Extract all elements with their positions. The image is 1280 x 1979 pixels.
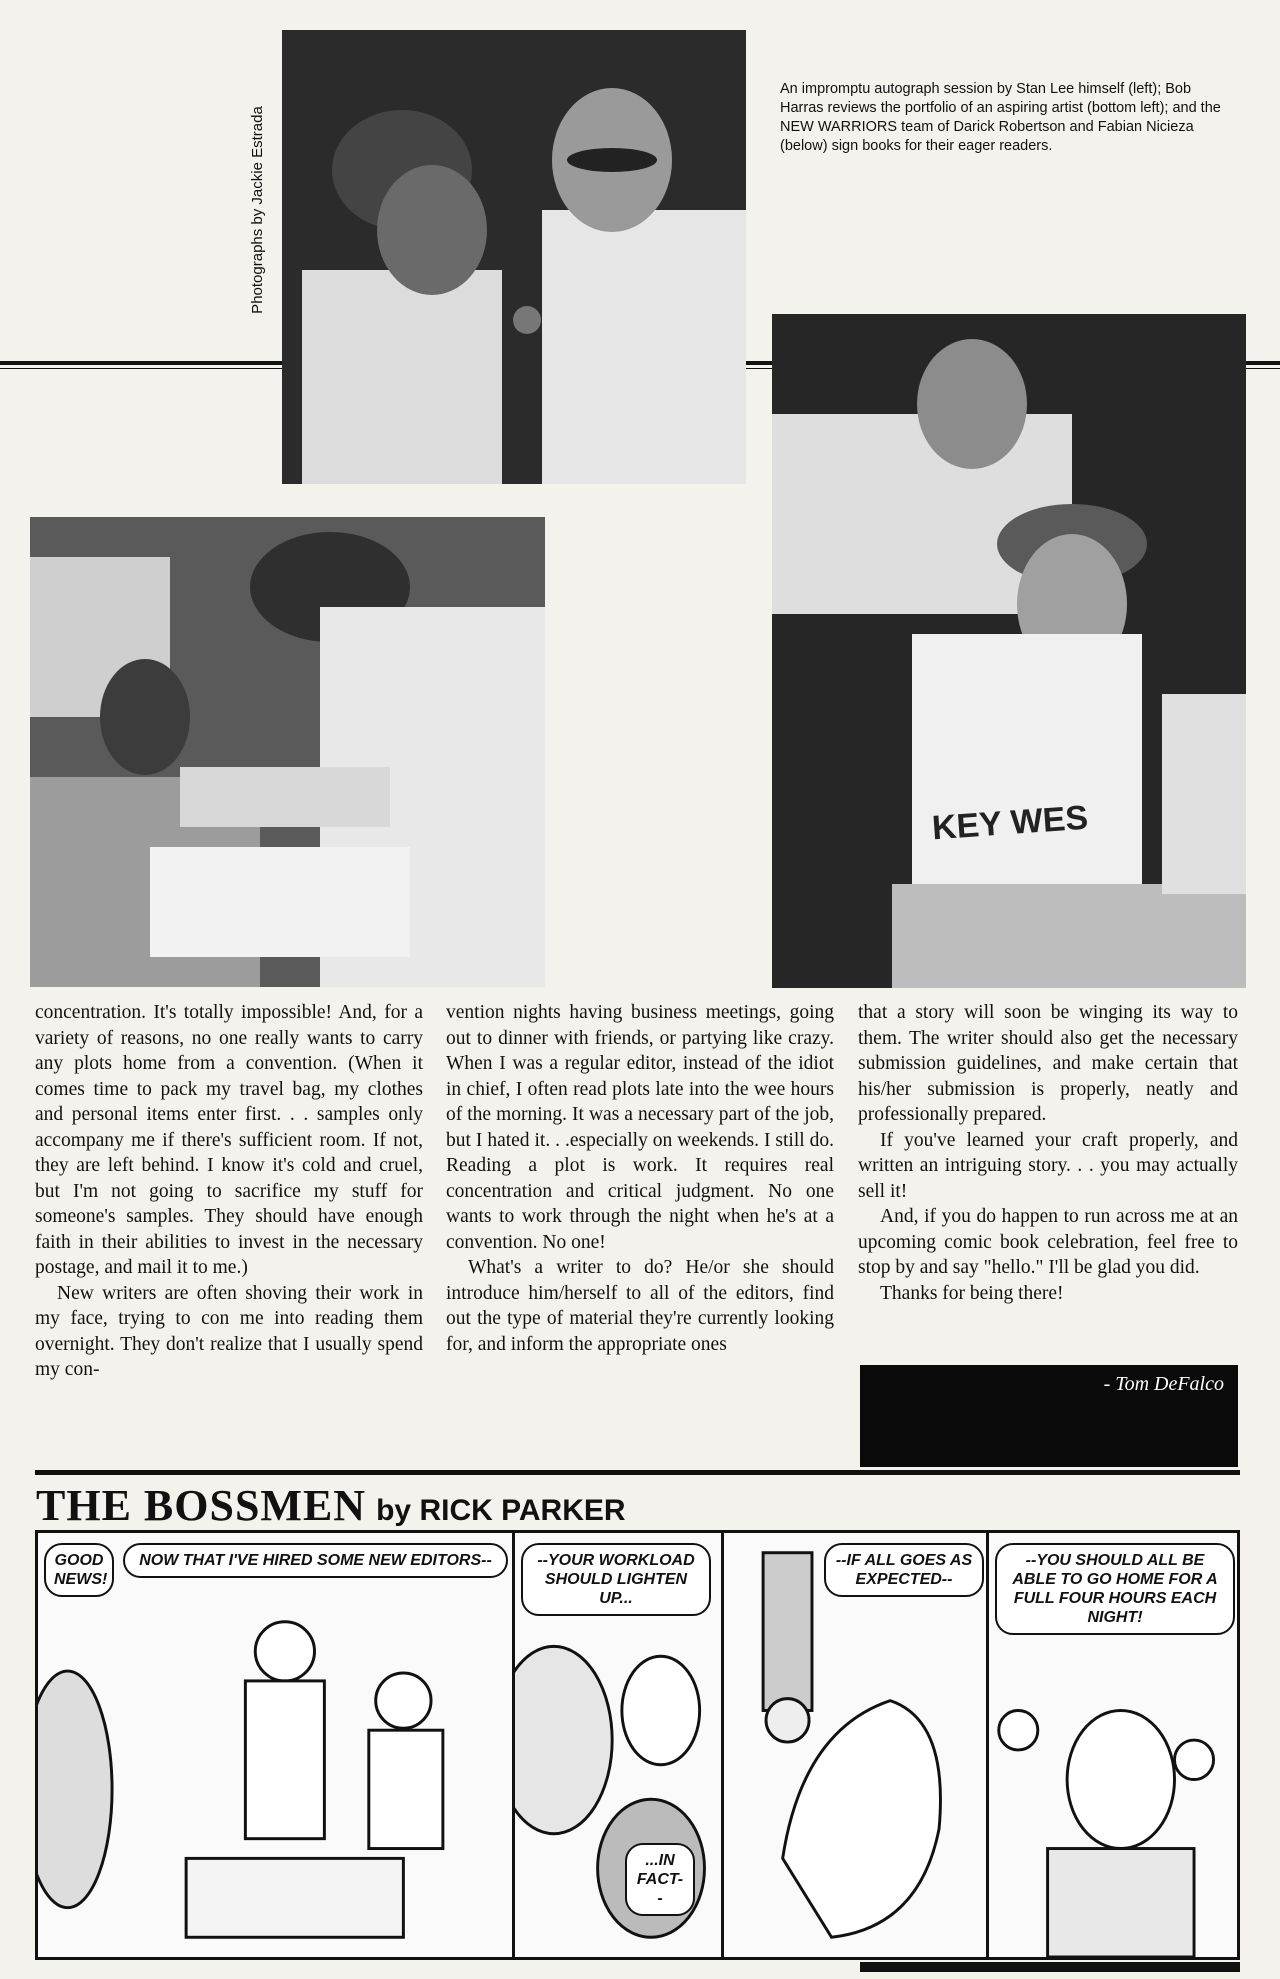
balloon-new-editors: NOW THAT I'VE HIRED SOME NEW EDITORS-- (123, 1543, 508, 1578)
balloon-four-hours: --YOU SHOULD ALL BE ABLE TO GO HOME FOR A FULL FOUR HOURS EACH NIGHT! (995, 1543, 1235, 1635)
photo-caption: An impromptu autograph session by Stan Lee himself (left); Bob Harras reviews the portfolio of an aspiring artist (bottom left); and the NEW WARRIORS team of Darick Robertson and Fabian Nicieza (below) sign books for their eager readers. (780, 81, 1221, 154)
shirt-text: KEY WES (930, 798, 1090, 848)
article-column-3 (858, 1000, 1238, 1306)
col3-paragraph-3: And, if you do happen to run across me at an upcoming comic book celebration, feel free to stop by and say "hello." I'll be glad you did. (858, 1206, 1238, 1278)
col2-paragraph-1: vention nights having business meetings, going out to dinner with friends, or partying like crazy. When I was a regular editor, instead of the idiot in chief, I often read plots late into the wee hours of the morning. It was a necessary part of the job, but I hated it. . .especially on weekends. I still do. Reading a plot is work. It requires real concentration and critical judgment. No one wants to work through the night when he's at a convention. No one! (446, 1002, 834, 1253)
col3-paragraph-2: If you've learned your craft properly, and written an intriguing story. . . you may actually sell it! (858, 1129, 1238, 1202)
strip-title-text: THE BOSSMEN (36, 1481, 367, 1530)
photo-credit: Photographs by Jackie Estrada (249, 106, 266, 314)
balloon-as-expected: --IF ALL GOES AS EXPECTED-- (824, 1543, 984, 1597)
col2-paragraph-2: What's a writer to do? He/or she should introduce him/herself to all of the editors, find out the type of material they're currently looking for, and inform the appropriate ones (446, 1257, 834, 1355)
balloon-good-news: GOOD NEWS! (44, 1543, 114, 1597)
comic-panel-1 (35, 1530, 515, 1960)
photo-new-warriors (772, 314, 1246, 988)
col3-paragraph-4: Thanks for being there! (880, 1282, 1064, 1304)
strip-byline: by RICK PARKER (376, 1494, 626, 1527)
strip-title (36, 1480, 626, 1531)
balloon-in-fact: ...IN FACT-- (625, 1843, 695, 1916)
balloon-workload: --YOUR WORKLOAD SHOULD LIGHTEN UP... (521, 1543, 711, 1616)
col3-paragraph-1: that a story will soon be winging its way to them. The writer should also get the necessary submission guidelines, and make certain that his/her submission is properly, neatly and professionally prepared. (858, 1002, 1238, 1125)
strip-rule (35, 1470, 1240, 1475)
comic-panel-2 (512, 1530, 724, 1960)
comic-panel-3 (721, 1530, 989, 1960)
photo-stan-lee (282, 30, 746, 484)
signature-box (860, 1365, 1238, 1467)
photo-bob-harras (30, 517, 545, 987)
comic-panel-4 (986, 1530, 1240, 1960)
article-column-2 (446, 1000, 834, 1357)
col1-paragraph-2: New writers are often shoving their work in my face, trying to con me into reading them overnight. They don't realize that I usually spend my con- (35, 1282, 423, 1380)
author-signature: - Tom DeFalco (1103, 1373, 1224, 1395)
col1-paragraph-1: concentration. It's totally impossible! And, for a variety of reasons, no one really wants to carry any plots home from a convention. (When it comes time to pack my travel bag, my clothes and personal items enter first. . . samples only accompany me if there's sufficient room. If not, they are left behind. I know it's cold and cruel, but I'm not going to sacrifice my stuff for someone's samples. They should have enough faith in their abilities to invest in the necessary postage, and mail it to me.) (35, 1002, 423, 1278)
article-column-1 (35, 1000, 423, 1383)
bottom-rule (860, 1962, 1240, 1972)
